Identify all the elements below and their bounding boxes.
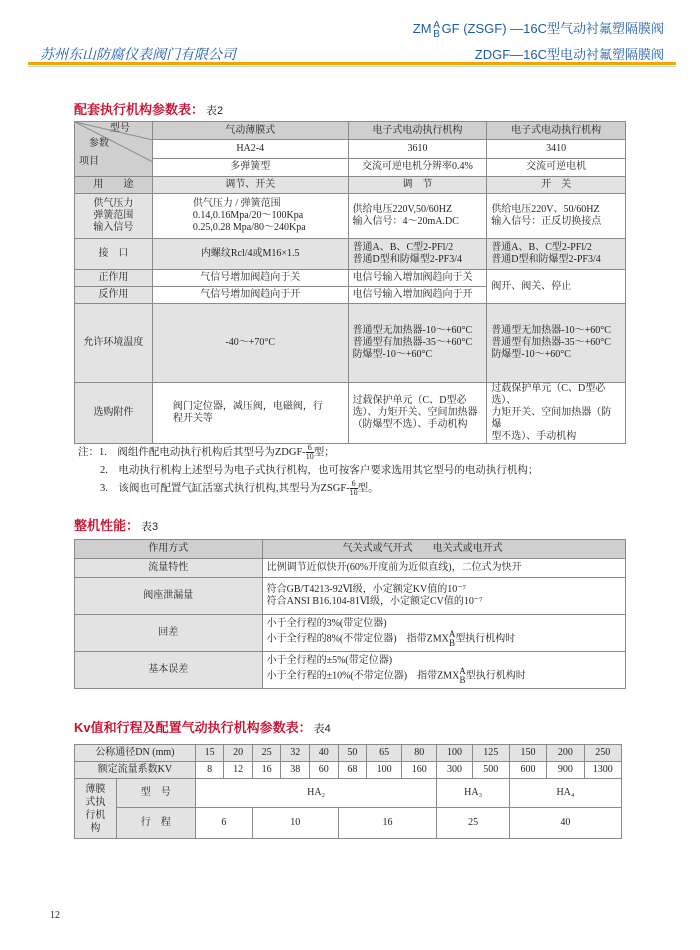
type-c2: 交流可逆电机分辨率0.4% — [348, 158, 487, 176]
use-c3: 开 关 — [487, 177, 626, 194]
port-c3: 普通A、B、C型2-PFl/2 普通D型和防爆型2-PF3/4 — [487, 239, 626, 270]
model-3610: 3610 — [348, 140, 487, 158]
row-label-supply: 供气压力 弹簧范围 输入信号 — [75, 194, 153, 239]
model-ha2: HA₂ — [195, 779, 437, 808]
port-c2: 普通A、B、C型2-PFl/2 普通D型和防爆型2-PF3/4 — [348, 239, 487, 270]
kv-cell: 1300 — [584, 762, 621, 779]
model-ha2-4: HA2-4 — [152, 140, 348, 158]
page-number: 12 — [50, 910, 60, 921]
type-c3: 交流可逆电机 — [487, 158, 626, 176]
dn-cell: 15 — [195, 745, 224, 762]
reverse-c1: 气信号增加阀趋向于开 — [152, 287, 348, 304]
forward-c2: 电信号输入增加阀趋向于关 — [348, 270, 487, 287]
note-3: 3. 该阀也可配置气缸活塞式执行机构,其型号为ZSGF- $\frac{6}{10}$ 型。 — [100, 479, 379, 498]
stroke-40: 40 — [509, 808, 621, 839]
table-corner-header — [75, 122, 153, 177]
model-ha4: HA₄ — [509, 779, 621, 808]
stroke-10: 10 — [252, 808, 338, 839]
col-header-electric-1: 电子式电动执行机构 — [348, 122, 487, 140]
dn-cell: 150 — [509, 745, 546, 762]
reverse-c2: 电信号输入增加阀趋向于开 — [348, 287, 487, 304]
perf-label-flow: 流量特性 — [75, 559, 263, 578]
kv-cell: 8 — [195, 762, 224, 779]
row-label-reverse: 反作用 — [75, 287, 153, 304]
kv-stroke-table — [74, 744, 622, 839]
kv-cell: 16 — [252, 762, 281, 779]
dn-cell: 80 — [402, 745, 437, 762]
corner-label-model: 型号 — [109, 123, 130, 134]
header-title-pneumatic: ZM A B GF (ZSGF) —16C型气动衬氟塑隔膜阀 — [412, 19, 664, 40]
row-label-use: 用 途 — [75, 177, 153, 194]
row-label-env: 允许环境温度 — [75, 304, 153, 383]
dn-cell: 100 — [437, 745, 472, 762]
performance-table — [74, 539, 626, 689]
perf-value-hysteresis: 小于全行程的3%(带定位器) 小于全行程的8%(不带定位器) 指带ZMX A B 型执行机构时 — [262, 615, 625, 652]
supply-c3: 供给电压220V、50/60HZ 输入信号：正反切换接点 — [487, 194, 626, 239]
section-title-performance: 整机性能： 表3 — [74, 518, 159, 533]
kv-cell: 160 — [402, 762, 437, 779]
forward-c1: 气信号增加阀趋向于关 — [152, 270, 348, 287]
kv-cell: 900 — [547, 762, 584, 779]
stroke-16: 16 — [338, 808, 437, 839]
row-label-forward: 正作用 — [75, 270, 153, 287]
perf-value-leakage: 符合GB/T4213-92Ⅵ级，小定额定KV值的10⁻⁷ 符合ANSI B16.104-81Ⅵ级，小定额定CV值的10⁻⁷ — [262, 578, 625, 615]
corner-label-item: 项目 — [79, 156, 99, 167]
use-c2: 调 节 — [348, 177, 487, 194]
header-gray-rule — [28, 66, 676, 67]
model-label: 型 号 — [116, 779, 195, 808]
model-ha3: HA₃ — [437, 779, 509, 808]
row-label-port: 接 口 — [75, 239, 153, 270]
perf-label-leakage: 阀座泄漏量 — [75, 578, 263, 615]
stroke-6: 6 — [195, 808, 252, 839]
section-title-kv-stroke: Kv值和行程及配置气动执行机构参数表： 表4 — [74, 720, 331, 735]
kv-cell: 60 — [310, 762, 339, 779]
actuator-params-table — [74, 121, 626, 444]
kv-cell: 68 — [338, 762, 367, 779]
note-2: 2. 电动执行机构上述型号为电子式执行机构，也可按客户要求选用其它型号的电动执行机构； — [100, 465, 539, 476]
dn-cell: 250 — [584, 745, 621, 762]
type-c1: 多弹簧型 — [152, 158, 348, 176]
dn-label: 公称通径DN (mm) — [75, 745, 196, 762]
env-c2: 普通型无加热器-10～+60°C 普通型有加热器-35～+60°C 防爆型-10～+60°C — [348, 304, 487, 383]
perf-value-error: 小于全行程的±5%(带定位器) 小于全行程的±10%(不带定位器) 指带ZMX A B 型执行机构时 — [262, 652, 625, 689]
supply-c2: 供给电压220V,50/60HZ 输入信号：4～20mA.DC — [348, 194, 487, 239]
perf-label-action: 作用方式 — [75, 540, 263, 559]
model-3410: 3410 — [487, 140, 626, 158]
dn-cell: 20 — [224, 745, 253, 762]
col-header-electric-2: 电子式电动执行机构 — [487, 122, 626, 140]
dn-row — [75, 745, 622, 762]
header-orange-rule — [28, 62, 676, 65]
notes — [78, 444, 538, 498]
kv-row — [75, 762, 622, 779]
kv-cell: 300 — [437, 762, 472, 779]
col-header-pneumatic: 气动薄膜式 — [152, 122, 348, 140]
kv-cell: 100 — [367, 762, 402, 779]
dn-cell: 200 — [547, 745, 584, 762]
perf-label-hysteresis: 回差 — [75, 615, 263, 652]
corner-label-param: 参数 — [89, 138, 109, 149]
section-title-actuator-params: 配套执行机构参数表： 表2 — [74, 102, 224, 117]
acc-c2: 过载保护单元（C、D型必 选）、力矩开关、空间加热器 （防爆型不选）、手动机构 — [348, 383, 487, 444]
use-c1: 调节、开关 — [152, 177, 348, 194]
company-name: 苏州东山防腐仪表阀门有限公司 — [40, 46, 236, 62]
dn-cell: 40 — [310, 745, 339, 762]
acc-c1: 阀门定位器，减压阀，电磁阀，行 程开关等 — [152, 383, 348, 444]
dn-cell: 50 — [338, 745, 367, 762]
row-label-accessories: 选购附件 — [75, 383, 153, 444]
stroke-25: 25 — [437, 808, 509, 839]
dn-cell: 32 — [281, 745, 310, 762]
kv-cell: 600 — [509, 762, 546, 779]
dn-cell: 25 — [252, 745, 281, 762]
supply-c1: 供气压力 / 弹簧范围 0.14,0.16Mpa/20～100Kpa 0.25,0.28 Mpa/80～240Kpa — [152, 194, 348, 239]
env-c3: 普通型无加热器-10～+60°C 普通型有加热器-35～+60°C 防爆型-10～+60°C — [487, 304, 626, 383]
action-c3: 阀开、阀关、停止 — [487, 270, 626, 304]
dn-cell: 65 — [367, 745, 402, 762]
kv-cell: 38 — [281, 762, 310, 779]
kv-cell: 500 — [472, 762, 509, 779]
header-title-electric: ZDGF—16C型电动衬氟塑隔膜阀 — [474, 47, 664, 62]
actuator-group-label: 薄膜 式执 行机 构 — [75, 779, 117, 839]
stroke-label: 行 程 — [116, 808, 195, 839]
perf-value-flow: 比例调节近似快开(60%开度前为近似直线)，二位式为快开 — [262, 559, 625, 578]
perf-value-action: 气关式或气开式 电关式或电开式 — [262, 540, 625, 559]
kv-cell: 12 — [224, 762, 253, 779]
note-1: 注：1. 阀组件配电动执行机构后其型号为ZDGF- $\frac{6}{10}$ 型； — [78, 443, 335, 462]
perf-label-error: 基本误差 — [75, 652, 263, 689]
kv-label: 额定流量系数KV — [75, 762, 196, 779]
acc-c3: 过载保护单元（C、D型必选）、 力矩开关、空间加热器（防爆 型不选）、手动机构 — [487, 383, 626, 444]
port-c1: 内螺纹Rcl/4或M16×1.5 — [152, 239, 348, 270]
dn-cell: 125 — [472, 745, 509, 762]
env-c1: -40～+70°C — [152, 304, 348, 383]
